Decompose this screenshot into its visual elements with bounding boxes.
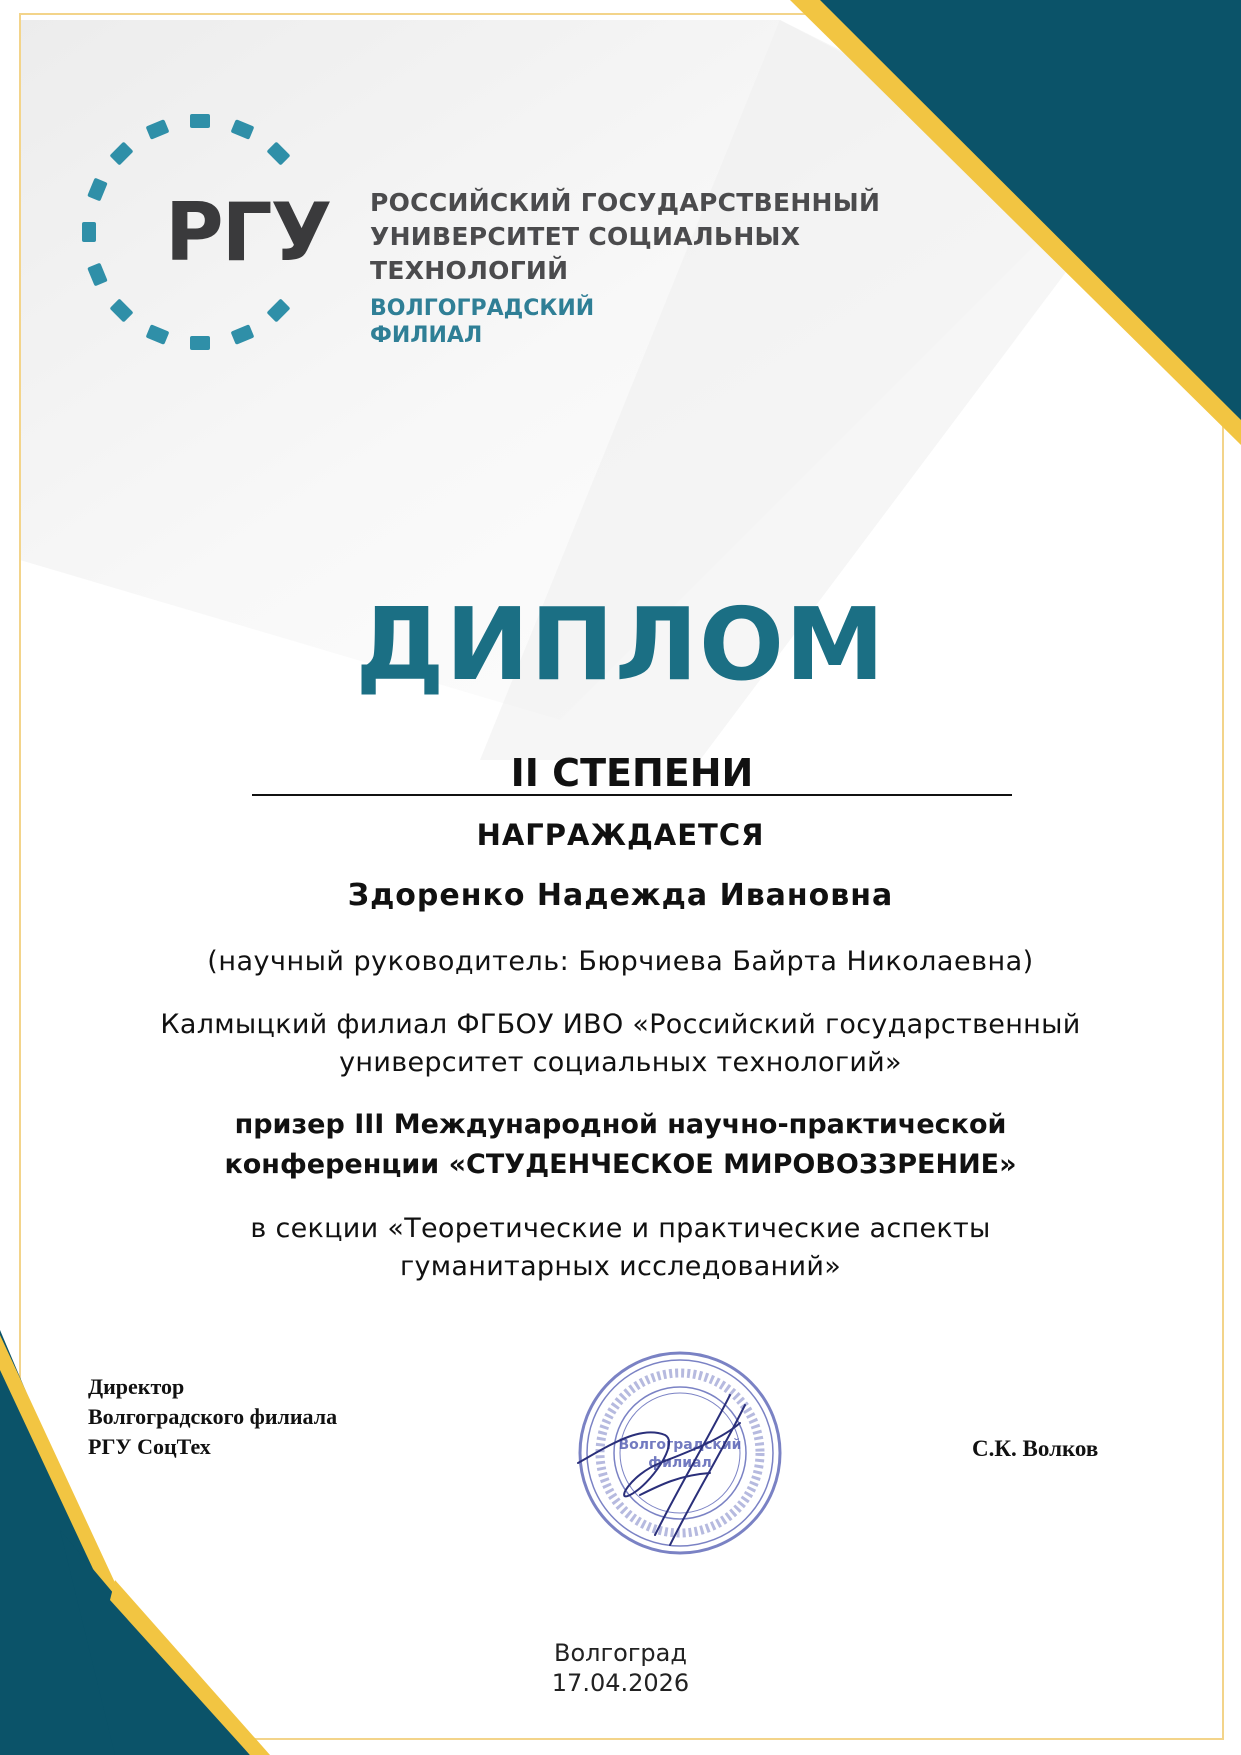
logo-line-3: ТЕХНОЛОГИЙ <box>370 256 569 285</box>
degree-underline <box>252 794 1012 796</box>
logo-line-2: УНИВЕРСИТЕТ СОЦИАЛЬНЫХ <box>370 222 801 251</box>
footer-date: 17.04.2026 <box>551 1669 690 1697</box>
prize-line-2: конференции «СТУДЕНЧЕСКОЕ МИРОВОЗЗРЕНИЕ» <box>224 1149 1017 1180</box>
logo-branch-line-2: ФИЛИАЛ <box>370 323 483 348</box>
organization-line-1: Калмыцкий филиал ФГБОУ ИВО «Российский государственный <box>160 1009 1081 1040</box>
organization-line-2: университет социальных технологий» <box>339 1047 902 1078</box>
director-line-2: Волгоградского филиала <box>88 1404 338 1429</box>
section-line-1: в секции «Теоретические и практические аспекты <box>250 1213 991 1244</box>
director-line-3: РГУ СоцТех <box>88 1434 211 1459</box>
logo-branch-name <box>370 295 594 349</box>
official-stamp <box>570 1345 790 1565</box>
diploma-degree: II СТЕПЕНИ <box>510 751 754 795</box>
diploma-title: ДИПЛОМ <box>355 586 886 703</box>
logo-branch-line-1: ВОЛГОГРАДСКИЙ <box>370 296 595 321</box>
section-line-2: гуманитарных исследований» <box>399 1251 842 1282</box>
section-text <box>0 1210 1241 1286</box>
awarded-label: НАГРАЖДАЕТСЯ <box>476 818 765 852</box>
logo-university-name <box>370 186 880 288</box>
supervisor-text: (научный руководитель: Бюрчиева Байрта Николаевна) <box>207 946 1034 977</box>
director-line-1: Директор <box>88 1374 185 1399</box>
prize-line-1: призер III Международной научно-практической <box>234 1109 1007 1140</box>
stamp-center-line-2: филиал <box>648 1455 712 1471</box>
logo-line-1: РОССИЙСКИЙ ГОСУДАРСТВЕННЫЙ <box>370 188 881 217</box>
director-title <box>88 1372 337 1462</box>
logo-abbreviation: РГУ <box>165 186 331 279</box>
footer <box>0 1638 1241 1698</box>
recipient-name: Здоренко Надежда Ивановна <box>347 878 894 913</box>
footer-city: Волгоград <box>554 1639 687 1667</box>
organization-text <box>0 1006 1241 1082</box>
prize-text <box>0 1105 1241 1185</box>
stamp-center-line-1: Волгоградский <box>618 1437 742 1453</box>
signer-name: С.К. Волков <box>972 1436 1099 1461</box>
